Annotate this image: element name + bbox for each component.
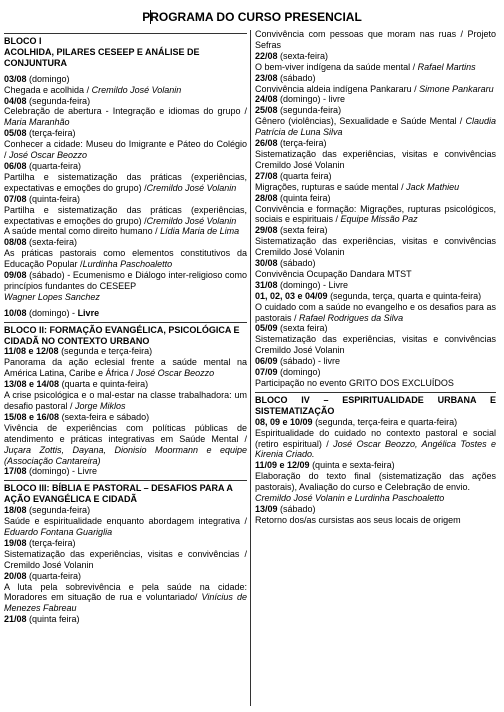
session-date: 08/08 (sexta-feira)	[4, 237, 78, 248]
session-date: 21/08 (quinta feira)	[4, 614, 80, 625]
session-text: A crise psicológica e o mal-estar na classe trabalhadora: um desafio pastoral / Jorge Miklos	[4, 390, 247, 411]
session-text: Gênero (violências), Sexualidade e Saúde Mental / Claudia Patrícia de Luna Silva	[255, 116, 496, 138]
session-date: 18/08 (segunda-feira)	[4, 505, 91, 516]
right-column	[255, 29, 496, 526]
session-text: Participação no evento GRITO DOS EXCLUÍDOS	[255, 378, 454, 388]
session-date: 03/08 (domingo)	[4, 73, 70, 84]
session-date: 26/08 (terça-feira)	[255, 138, 327, 149]
block-heading: BLOCO II: FORMAÇÃO EVANGÉLICA, PSICOLÓGICA E CIDADÃ NO CONTEXTO URBANO	[4, 324, 240, 346]
session-date: 05/09 (sexta feira)	[255, 323, 328, 334]
session-text: O bem-viver indígena da saúde mental / Rafael Martins	[255, 61, 476, 72]
session-date: 20/08 (quarta-feira)	[4, 570, 82, 581]
session-date: 11/09 e 12/09 (quinta e sexta-feira)	[255, 460, 395, 471]
session-text: Convivência Ocupação Dandara MTST	[255, 268, 412, 279]
session-date: 01, 02, 03 e 04/09 (segunda, terça, quarta e quinta-feira)	[255, 290, 482, 301]
session-text: Convivência e formação: Migrações, rupturas psicológicos, sociais e espirituais / Equipe Missão Paz	[255, 203, 496, 225]
block-rule	[4, 480, 247, 481]
session-date: 07/09 (domingo)	[255, 367, 321, 378]
session-date: 05/08 (terça-feira)	[4, 128, 76, 139]
session-date: 22/08 (sexta-feira)	[255, 50, 329, 61]
session-author: Wagner Lopes Sanchez	[4, 291, 100, 302]
block-rule	[4, 322, 247, 323]
session-date: 24/08 (domingo) - livre	[255, 94, 346, 105]
page-title: PROGRAMA DO CURSO PRESENCIAL	[142, 10, 362, 24]
session-text: Retorno dos/as cursistas aos seus locais de origem	[255, 514, 461, 525]
session-date: 31/08 (domingo) - Livre	[255, 279, 349, 290]
session-date: 06/09 (sábado) - livre	[255, 356, 341, 367]
block-heading: BLOCO IV – ESPIRITUALIDADE URBANA E SISTEMATIZAÇÃO	[255, 394, 496, 416]
session-text: A saúde mental como direito humano / Lídia Maria de Lima	[4, 226, 240, 237]
session-text: A luta pela sobrevivência e pela saúde na cidade: Moradores em situação de rua e voluntariado/ Vinícius de Menezes Fabreau	[4, 581, 247, 614]
block-heading: BLOCO I ACOLHIDA, PILARES CESEEP E ANÁLISE DE CONJUNTURA	[4, 36, 200, 68]
session-text: Chegada e acolhida / Cremildo José Volanin	[4, 84, 182, 95]
block-rule	[4, 33, 247, 34]
session-text: Espiritualidade do cuidado no contexto pastoral e social (retiro espiritual) / José Oscar Beozzo, Angélica Tostes e Kirenia Criado.	[255, 427, 496, 460]
session-date: 13/08 e 14/08 (quarta e quinta-feira)	[4, 379, 149, 390]
session-text: Panorama da ação eclesial frente a saúde mental na América Latina, Caribe e África / José Oscar Beozzo	[4, 357, 247, 379]
session-date: 27/08 (quarta feira)	[255, 170, 332, 181]
session-date: 17/08 (domingo) - Livre	[4, 466, 98, 477]
session-date: 10/08 (domingo) - Livre	[4, 307, 100, 318]
session-text: 09/08 (sábado) - Ecumenismo e Diálogo inter-religioso como princípios fundantes do CESEEP	[4, 270, 247, 291]
block-heading: BLOCO III: BÍBLIA E PASTORAL – DESAFIOS PARA A AÇÃO EVANGÉLICA E CIDADÃ	[4, 483, 233, 505]
session-date: 19/08 (terça-feira)	[4, 537, 76, 548]
left-column	[4, 30, 247, 625]
session-text: Elaboração do texto final (sistematização das ações pastorais), Avaliação do curso e Celebração de envio.	[255, 471, 496, 493]
session-text: Migrações, rupturas e saúde mental / Jack Mathieu	[255, 181, 460, 192]
session-text: Partilha e sistematização das práticas (experiências, expectativas e emoções do grupo) /Cremildo José Volanin	[4, 204, 247, 226]
session-author: Cremildo José Volanin e Lurdinha Paschoaletto	[255, 493, 445, 504]
session-text: Saúde e espiritualidade enquanto abordagem integrativa / Eduardo Fontana Guariglia	[4, 516, 247, 537]
session-date: 07/08 (quinta-feira)	[4, 193, 81, 204]
session-text: Convivência aldeia indígena Pankararu / Simone Pankararu	[255, 83, 494, 94]
session-date: 23/08 (sábado)	[255, 72, 316, 83]
session-text: Conhecer a cidade: Museu do Imigrante e Páteo do Colégio / José Oscar Beozzo	[4, 139, 247, 161]
session-text: Sistematização das experiências, visitas e convivências Cremildo José Volanin	[255, 334, 496, 356]
session-date: 25/08 (segunda-feira)	[255, 105, 342, 116]
session-date: 15/08 e 16/08 (sexta-feira e sábado)	[4, 411, 150, 422]
session-date: 08, 09 e 10/09 (segunda, terça-feira e quarta-feira)	[255, 416, 458, 427]
session-text: Convivência com pessoas que moram nas ruas / Projeto Sefras	[255, 29, 496, 50]
session-text: Sistematização das experiências, visitas e convivências Cremildo José Volanin	[255, 148, 496, 170]
session-date: 06/08 (quarta-feira)	[4, 160, 82, 171]
session-date: 11/08 e 12/08 (segunda e terça-feira)	[4, 346, 153, 357]
session-text: Sistematização das experiências, visitas e convivências / Cremildo José Volanin	[4, 548, 247, 570]
session-text: Vivência de experiências com políticas públicas de atendimento e práticas integrativas em Saúde Mental / Juçara Zottis, Dayana, Dionisio Moormann e equipe (Associação Cantareira)	[4, 422, 247, 466]
block-rule	[255, 392, 496, 393]
session-date: 30/08 (sábado)	[255, 258, 316, 269]
session-text: Celebração de abertura - Integração e idiomas do grupo / Maria Maranhão	[4, 106, 247, 128]
session-date: 28/08 (quinta feira)	[255, 192, 331, 203]
session-date: 04/08 (segunda-feira)	[4, 95, 91, 106]
column-divider	[250, 30, 251, 706]
session-text: O cuidado com a saúde no evangelho e os desafios para as pastorais / Rafael Rodrigues da Silva	[255, 301, 496, 323]
session-text: Partilha e sistematização das práticas (experiências, expectativas e emoções do grupo) /Cremildo José Volanin	[4, 171, 247, 193]
session-date: 13/09 (sábado)	[255, 503, 316, 514]
session-text: As práticas pastorais como elementos constitutivos da Educação Popular /Lurdinha Paschoaletto	[4, 248, 247, 270]
session-text: Sistematização das experiências, visitas e convivências Cremildo José Volanin	[255, 236, 496, 258]
session-date: 29/08 (sexta feira)	[255, 225, 328, 236]
